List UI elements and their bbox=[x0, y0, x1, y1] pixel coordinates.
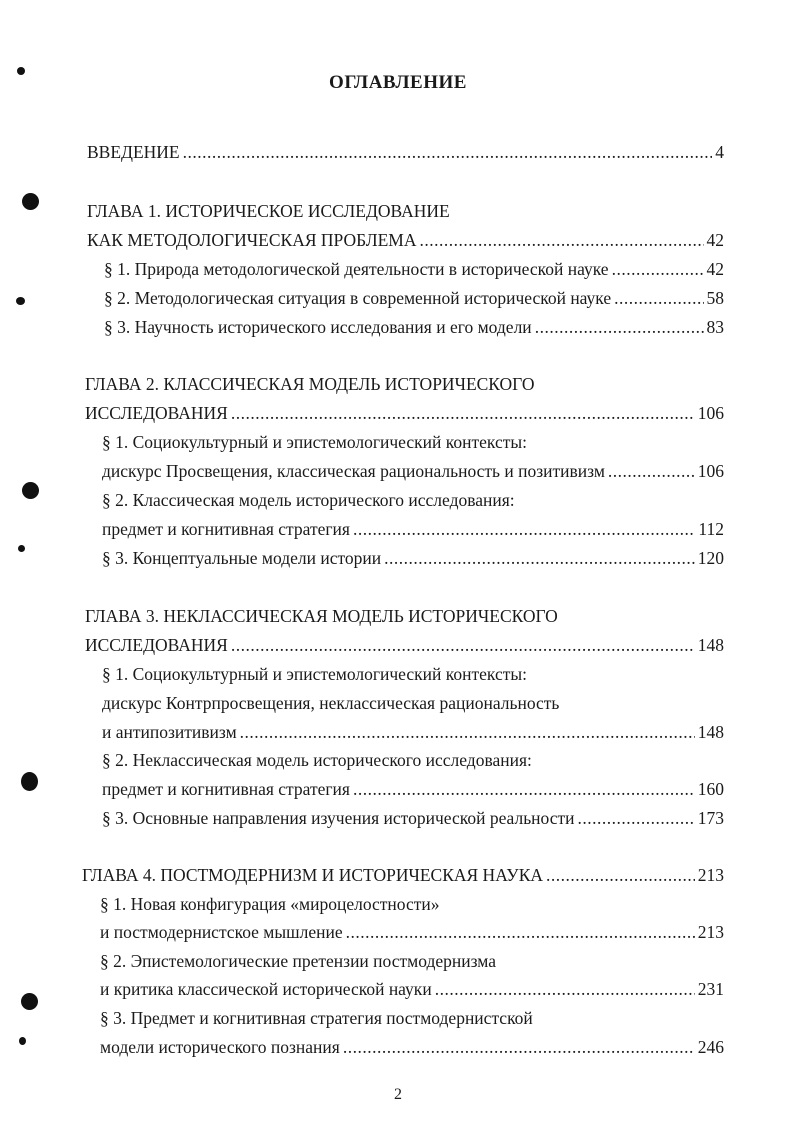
toc-page-number: 160 bbox=[697, 779, 724, 799]
section-heading: § 2. Классическая модель исторического исследования: bbox=[102, 490, 515, 510]
toc-page-number: 106 bbox=[697, 461, 724, 481]
toc-page-number: 246 bbox=[697, 1037, 724, 1057]
binder-hole-mark bbox=[18, 545, 25, 552]
toc-entry-text: ГЛАВА 4. ПОСТМОДЕРНИЗМ И ИСТОРИЧЕСКАЯ НАУКА bbox=[82, 865, 543, 885]
toc-entry-chapter bbox=[87, 227, 724, 253]
toc-page-number: 173 bbox=[697, 808, 724, 828]
dot-leader bbox=[419, 227, 703, 253]
toc-entry-text: и постмодернистское мышление bbox=[100, 922, 343, 942]
toc-page-number: 213 bbox=[697, 865, 724, 885]
toc-entry-text: § 1. Природа методологической деятельности в исторической науке bbox=[104, 259, 609, 279]
dot-leader bbox=[231, 632, 695, 658]
dot-leader bbox=[435, 976, 695, 1002]
toc-entry-intro bbox=[87, 139, 724, 165]
toc-entry-section bbox=[104, 256, 724, 282]
toc-entry-section bbox=[102, 516, 724, 542]
toc-page-number: 42 bbox=[706, 230, 724, 250]
binder-hole-mark bbox=[16, 297, 25, 305]
dot-leader bbox=[612, 256, 704, 282]
dot-leader bbox=[535, 314, 704, 340]
toc-entry-section bbox=[102, 545, 724, 571]
binder-hole-mark bbox=[22, 482, 39, 499]
section-heading: § 3. Предмет и когнитивная стратегия постмодернистской bbox=[100, 1008, 533, 1028]
toc-entry-text: КАК МЕТОДОЛОГИЧЕСКАЯ ПРОБЛЕМА bbox=[87, 230, 417, 250]
toc-entry-text: и антипозитивизм bbox=[102, 722, 237, 742]
section-heading: § 2. Неклассическая модель исторического исследования: bbox=[102, 750, 532, 770]
toc-page-number: 83 bbox=[706, 317, 724, 337]
toc-entry-text: предмет и когнитивная стратегия bbox=[102, 519, 350, 539]
toc-page-number: 231 bbox=[697, 979, 724, 999]
toc-entry-text: § 3. Основные направления изучения исторической реальности bbox=[102, 808, 575, 828]
toc-entry-section bbox=[102, 458, 724, 484]
chapter-heading: ГЛАВА 1. ИСТОРИЧЕСКОЕ ИССЛЕДОВАНИЕ bbox=[87, 201, 450, 221]
section-heading: § 1. Социокультурный и эпистемологический контексты: bbox=[102, 432, 527, 452]
toc-entry-section bbox=[100, 976, 724, 1002]
toc-entry-text: предмет и когнитивная стратегия bbox=[102, 779, 350, 799]
chapter-heading: ГЛАВА 2. КЛАССИЧЕСКАЯ МОДЕЛЬ ИСТОРИЧЕСКОГО bbox=[85, 374, 535, 394]
dot-leader bbox=[231, 400, 695, 426]
toc-entry-text: § 2. Методологическая ситуация в современной исторической науке bbox=[104, 288, 612, 308]
dot-leader bbox=[384, 545, 695, 571]
section-heading: дискурс Контрпросвещения, неклассическая рациональность bbox=[102, 693, 560, 713]
dot-leader bbox=[346, 919, 695, 945]
toc-entry-text: § 3. Научность исторического исследования и его модели bbox=[104, 317, 532, 337]
toc-entry-section bbox=[102, 805, 724, 831]
toc-entry-text: § 3. Концептуальные модели истории bbox=[102, 548, 382, 568]
toc-entry-section bbox=[102, 776, 724, 802]
toc-entry-text: ВВЕДЕНИЕ bbox=[87, 142, 180, 162]
page-number: 2 bbox=[394, 1086, 402, 1103]
toc-page-number: 106 bbox=[697, 403, 724, 423]
toc-entry-section bbox=[104, 314, 724, 340]
binder-hole-mark bbox=[22, 193, 39, 210]
section-heading: § 2. Эпистемологические претензии постмодернизма bbox=[100, 951, 496, 971]
toc-entry-text: модели исторического познания bbox=[100, 1037, 340, 1057]
toc-page-number: 120 bbox=[697, 548, 724, 568]
toc-entry-section bbox=[102, 719, 724, 745]
toc-page-number: 148 bbox=[697, 635, 724, 655]
toc-entry-text: дискурс Просвещения, классическая рациональность и позитивизм bbox=[102, 461, 605, 481]
toc-entry-chapter bbox=[85, 400, 724, 426]
dot-leader bbox=[608, 458, 695, 484]
dot-leader bbox=[183, 139, 713, 165]
toc-page-number: 213 bbox=[697, 922, 724, 942]
toc-page-number: 112 bbox=[698, 519, 724, 539]
toc-page-number: 4 bbox=[715, 142, 724, 162]
toc-entry-section bbox=[104, 285, 724, 311]
toc-entry-chapter bbox=[85, 632, 724, 658]
section-heading: § 1. Новая конфигурация «мироцелостности» bbox=[100, 894, 440, 914]
dot-leader bbox=[614, 285, 703, 311]
dot-leader bbox=[353, 516, 695, 542]
section-heading: § 1. Социокультурный и эпистемологический контексты: bbox=[102, 664, 527, 684]
toc-page-number: 148 bbox=[697, 722, 724, 742]
toc-entry-text: и критика классической исторической науки bbox=[100, 979, 432, 999]
toc-entry-chapter bbox=[82, 862, 724, 888]
toc-entry-text: ИССЛЕДОВАНИЯ bbox=[85, 635, 228, 655]
page-title: ОГЛАВЛЕНИЕ bbox=[329, 72, 467, 93]
toc-entry-text: ИССЛЕДОВАНИЯ bbox=[85, 403, 228, 423]
dot-leader bbox=[353, 776, 695, 802]
dot-leader bbox=[240, 719, 695, 745]
dot-leader bbox=[578, 805, 695, 831]
binder-hole-mark bbox=[21, 772, 38, 791]
dot-leader bbox=[343, 1034, 695, 1060]
chapter-heading: ГЛАВА 3. НЕКЛАССИЧЕСКАЯ МОДЕЛЬ ИСТОРИЧЕСКОГО bbox=[85, 606, 558, 626]
binder-hole-mark bbox=[21, 993, 38, 1010]
toc-page-number: 42 bbox=[706, 259, 724, 279]
toc-page-number: 58 bbox=[706, 288, 724, 308]
binder-hole-mark bbox=[19, 1037, 26, 1045]
toc-entry-section bbox=[100, 1034, 724, 1060]
dot-leader bbox=[546, 862, 695, 888]
toc-entry-section bbox=[100, 919, 724, 945]
